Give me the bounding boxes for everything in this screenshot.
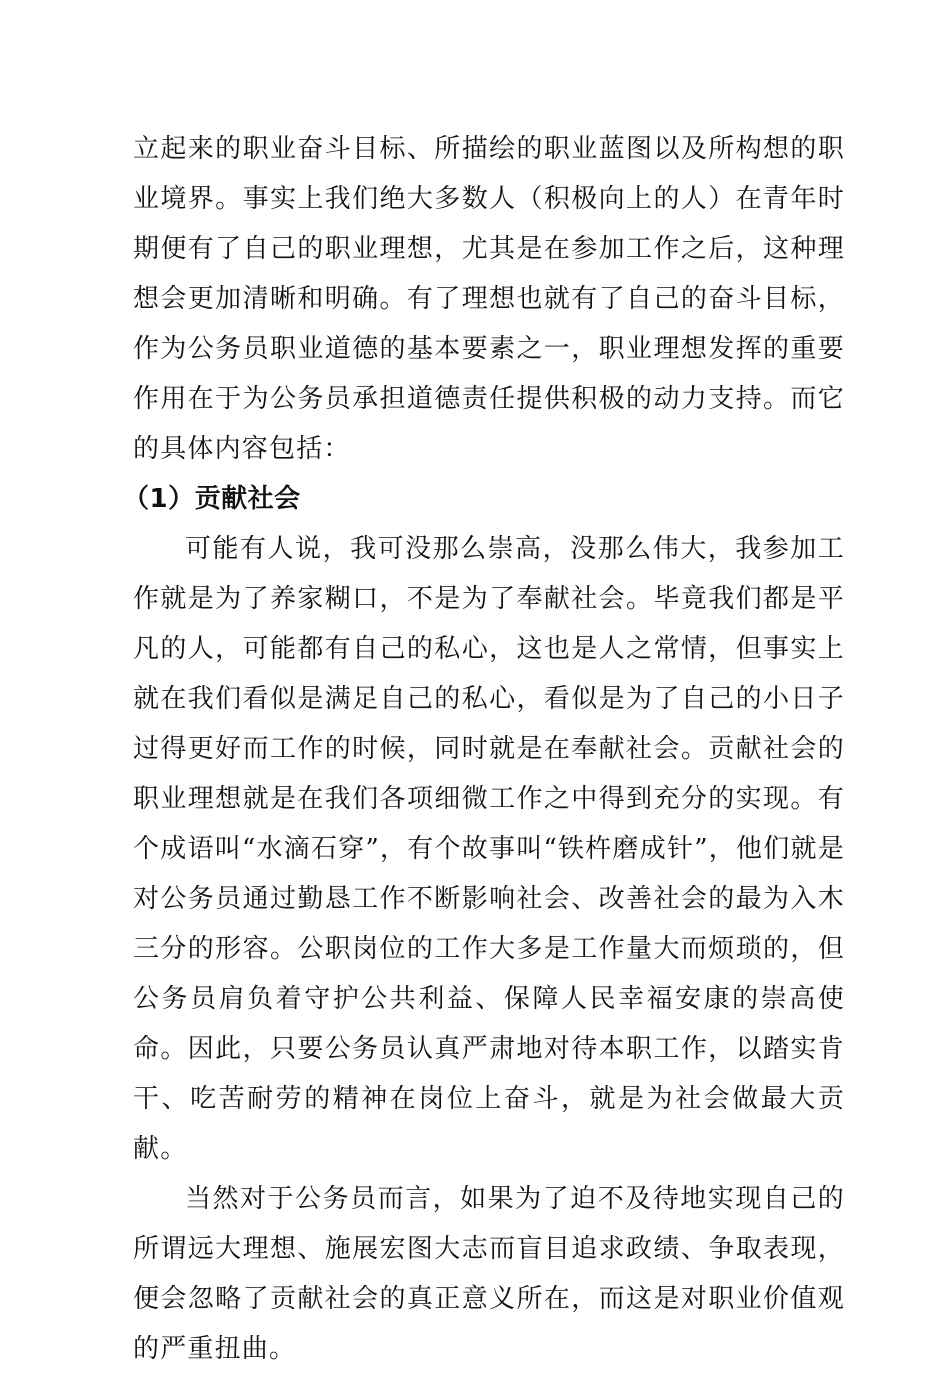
paragraph-continuation: 立起来的职业奋斗目标、所描绘的职业蓝图以及所构想的职业境界。事实上我们绝大多数人（积极向上的人）在青年时期便有了自己的职业理想，尤其是在参加工作之后，这种理想会更加清晰和明确。有了理想也就有了自己的奋斗目标，作为公务员职业道德的基本要素之一，职业理想发挥的重要作用在于为公务员承担道德责任提供积极的动力支持。而它的具体内容包括： (133, 134, 845, 464)
paragraph-contribute-society: 可能有人说，我可没那么崇高，没那么伟大，我参加工作就是为了养家糊口，不是为了奉献社会。毕竟我们都是平凡的人，可能都有自己的私心，这也是人之常情，但事实上就在我们看似是满足自己的私心，看似是为了自己的小日子过得更好而工作的时候，同时就是在奉献社会。贡献社会的职业理想就是在我们各项细微工作之中得到充分的实现。有个成语叫“水滴石穿”，有个故事叫“铁杵磨成针”，他们就是对公务员通过勤恳工作不断影响社会、改善社会的最为入木三分的形容。公职岗位的工作大多是工作量大而烦琐的，但公务员肩负着守护公共利益、保障人民幸福安康的崇高使命。因此，只要公务员认真严肃地对待本职工作，以踏实肯干、吃苦耐劳的精神在岗位上奋斗，就是为社会做最大贡献。 (133, 534, 845, 1164)
section-heading: （1）贡献社会 (123, 484, 301, 514)
paragraph-civil-servant-caution: 当然对于公务员而言，如果为了迫不及待地实现自己的所谓远大理想、施展宏图大志而盲目追求政绩、争取表现，便会忽略了贡献社会的真正意义所在，而这是对职业价值观的严重扭曲。 (133, 1184, 845, 1364)
document-body (123, 124, 845, 1374)
